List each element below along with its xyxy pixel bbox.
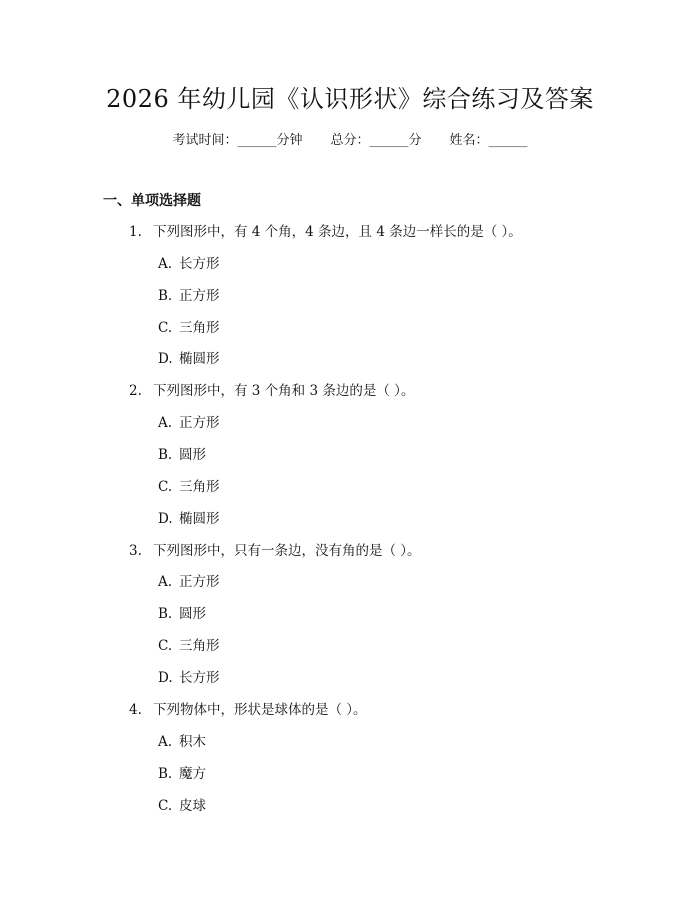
option-letter: C. xyxy=(158,320,173,336)
option-letter: A. xyxy=(158,734,173,750)
option-text: 椭圆形 xyxy=(179,511,220,527)
option-letter: A. xyxy=(158,256,173,272)
question-2 xyxy=(129,381,414,401)
exam-time-field: 考试时间：______分钟 xyxy=(172,133,303,148)
section-heading: 一、单项选择题 xyxy=(103,193,201,209)
question-1 xyxy=(129,222,522,242)
question-3 xyxy=(129,541,421,561)
option-text: 正方形 xyxy=(179,415,220,431)
question-1-option-a xyxy=(158,254,220,274)
option-letter: A. xyxy=(158,415,173,431)
exam-info-line xyxy=(0,131,700,151)
option-text: 长方形 xyxy=(179,256,220,272)
option-text: 三角形 xyxy=(179,320,220,336)
option-letter: A. xyxy=(158,574,173,590)
option-text: 圆形 xyxy=(179,447,206,463)
question-number: 4. xyxy=(129,702,142,718)
option-letter: C. xyxy=(158,479,173,495)
question-text: 下列图形中，有 4 个角，4 条边，且 4 条边一样长的是（ ）。 xyxy=(153,224,522,240)
question-1-option-c xyxy=(158,318,220,338)
page-title: 2026 年幼儿园《认识形状》综合练习及答案 xyxy=(106,85,594,113)
student-name-field: 姓名：______ xyxy=(449,133,528,148)
option-text: 积木 xyxy=(179,734,206,750)
option-letter: B. xyxy=(158,447,173,463)
total-score-field: 总分：______分 xyxy=(330,133,422,148)
option-text: 圆形 xyxy=(179,606,206,622)
option-text: 椭圆形 xyxy=(179,351,220,367)
option-text: 三角形 xyxy=(179,479,220,495)
question-4-option-c xyxy=(158,796,206,816)
question-4 xyxy=(129,700,367,720)
option-text: 皮球 xyxy=(179,798,206,814)
question-text: 下列图形中，只有一条边，没有角的是（ ）。 xyxy=(153,543,421,559)
option-letter: B. xyxy=(158,766,173,782)
question-number: 3. xyxy=(129,543,142,559)
option-letter: D. xyxy=(158,670,173,686)
option-letter: D. xyxy=(158,511,173,527)
question-4-option-a xyxy=(158,732,206,752)
question-1-option-d xyxy=(158,349,220,369)
question-4-option-b xyxy=(158,764,206,784)
question-text: 下列图形中，有 3 个角和 3 条边的是（ ）。 xyxy=(153,383,415,399)
option-letter: B. xyxy=(158,606,173,622)
option-letter: B. xyxy=(158,288,173,304)
question-3-option-d xyxy=(158,668,220,688)
question-3-option-b xyxy=(158,604,206,624)
question-2-option-b xyxy=(158,445,206,465)
question-number: 2. xyxy=(129,383,142,399)
question-3-option-c xyxy=(158,636,220,656)
question-2-option-a xyxy=(158,413,220,433)
question-3-option-a xyxy=(158,572,220,592)
question-text: 下列物体中，形状是球体的是（ ）。 xyxy=(153,702,367,718)
option-text: 长方形 xyxy=(179,670,220,686)
option-letter: C. xyxy=(158,798,173,814)
option-text: 魔方 xyxy=(179,766,206,782)
question-number: 1. xyxy=(129,224,142,240)
option-letter: D. xyxy=(158,351,173,367)
option-text: 三角形 xyxy=(179,638,220,654)
option-letter: C. xyxy=(158,638,173,654)
question-2-option-d xyxy=(158,509,220,529)
option-text: 正方形 xyxy=(179,574,220,590)
question-1-option-b xyxy=(158,286,220,306)
option-text: 正方形 xyxy=(179,288,220,304)
question-2-option-c xyxy=(158,477,220,497)
